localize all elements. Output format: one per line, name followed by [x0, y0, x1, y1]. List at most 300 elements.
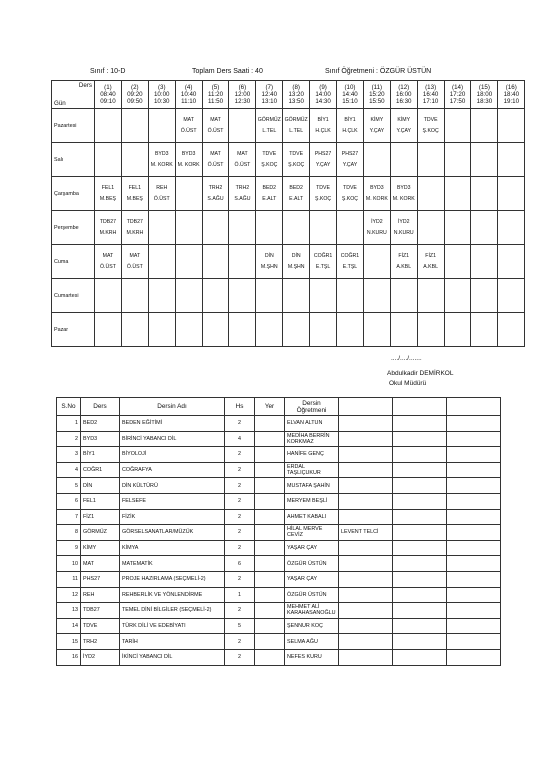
lesson-name: BEDEN EĞİTİMİ	[120, 416, 225, 432]
period-header	[121, 81, 148, 109]
lesson-number: 13	[57, 603, 81, 619]
lesson-hours: 6	[225, 556, 255, 572]
lesson-code: BYD3	[81, 431, 120, 447]
day-row	[52, 211, 525, 245]
lesson-code: İYD2	[397, 218, 410, 225]
lesson-teacher: ÖZGÜR ÜSTÜN	[285, 587, 339, 603]
empty-cell	[393, 416, 447, 432]
lesson-code: TDVE	[289, 150, 304, 157]
timetable-cell	[498, 211, 525, 245]
timetable-cell	[363, 279, 390, 313]
timetable-cell	[417, 313, 444, 347]
timetable-cell	[256, 245, 283, 279]
timetable-cell	[283, 279, 310, 313]
lesson-place	[255, 431, 285, 447]
timetable-cell	[202, 245, 229, 279]
lesson-hours: 2	[225, 478, 255, 494]
timetable-cell	[363, 177, 390, 211]
timetable-cell	[444, 245, 471, 279]
empty-cell	[393, 587, 447, 603]
lesson-code: BED2	[81, 416, 120, 432]
timetable-cell	[471, 279, 498, 313]
class-info	[90, 68, 125, 75]
timetable-cell	[202, 177, 229, 211]
lesson-teacher: AHMET KABALI	[285, 509, 339, 525]
lesson-code: GÖRMÜZ	[257, 116, 281, 123]
lesson-code: TRH2	[235, 184, 250, 191]
lesson-place	[255, 447, 285, 463]
timetable-cell	[337, 143, 364, 177]
timetable-cell	[337, 109, 364, 143]
lesson-teacher-2	[339, 571, 393, 587]
table-row	[57, 431, 501, 447]
timetable-cell	[95, 211, 122, 245]
timetable-cell	[256, 211, 283, 245]
period-header	[417, 81, 444, 109]
lesson-number: 4	[57, 462, 81, 478]
lesson-code: BYD3	[181, 150, 196, 157]
lesson-teacher: ÖZGÜR ÜSTÜN	[285, 556, 339, 572]
timetable-cell	[95, 177, 122, 211]
col-place: Yer	[255, 398, 285, 416]
lesson-hours: 1	[225, 587, 255, 603]
lesson-code: TDVE	[343, 184, 357, 191]
lesson-code: MAT	[210, 150, 221, 157]
table-row	[57, 556, 501, 572]
teacher-abbr: M.ŞHN	[287, 263, 305, 270]
timetable-cell	[444, 177, 471, 211]
timetable-cell	[390, 211, 417, 245]
period-start: 14:40	[342, 91, 358, 98]
timetable-cell	[148, 177, 175, 211]
lesson-name: GÖRSELSANATLAR/MÜZÜK	[120, 525, 225, 541]
lesson-name: REHBERLİK VE YÖNLENDİRME	[120, 587, 225, 603]
lesson-code: KİMY	[397, 116, 411, 123]
lesson-code: GÖRMÜZ	[284, 116, 308, 123]
timetable-cell	[175, 177, 202, 211]
empty-cell	[393, 478, 447, 494]
teacher-abbr: Y.ÇAY	[315, 161, 331, 168]
teacher-abbr: M.KRH	[126, 229, 144, 236]
total-value: 40	[255, 68, 263, 75]
lesson-teacher: MERYEM BEŞLİ	[285, 493, 339, 509]
period-number: (1)	[104, 84, 112, 91]
total-hours	[192, 68, 263, 75]
lesson-hours: 4	[225, 431, 255, 447]
timetable-cell	[363, 143, 390, 177]
lesson-code: TDVE	[262, 150, 277, 157]
empty-cell	[447, 634, 501, 650]
timetable-cell	[390, 313, 417, 347]
day-row	[52, 279, 525, 313]
period-start: 16:00	[396, 91, 412, 98]
lesson-name: FİZİK	[120, 509, 225, 525]
timetable-cell	[175, 245, 202, 279]
timetable-cell	[310, 177, 337, 211]
lesson-name: DİN KÜLTÜRÜ	[120, 478, 225, 494]
empty-cell	[447, 618, 501, 634]
lesson-hours: 2	[225, 509, 255, 525]
principal-name: Abdulkadir DEMİRKOL	[387, 370, 454, 377]
timetable-cell	[95, 313, 122, 347]
teacher-label: Sınıf Öğretmeni :	[325, 68, 378, 75]
lesson-name: BİRİNCİ YABANCI DİL	[120, 431, 225, 447]
lesson-teacher-2	[339, 478, 393, 494]
lesson-teacher: SELMA AĞU	[285, 634, 339, 650]
empty-cell	[447, 431, 501, 447]
timetable-cell	[175, 279, 202, 313]
period-end: 16:30	[396, 98, 412, 105]
timetable-cell	[337, 279, 364, 313]
lesson-code: TDB27	[99, 218, 117, 225]
lesson-place	[255, 462, 285, 478]
period-start: 15:20	[369, 91, 385, 98]
col-sno: S.No	[57, 398, 81, 416]
lesson-teacher: MUSTAFA ŞAHİN	[285, 478, 339, 494]
lesson-name: İKİNCİ YABANCI DİL	[120, 649, 225, 665]
timetable-cell	[148, 313, 175, 347]
period-end: 18:30	[476, 98, 493, 105]
lesson-code: FİZ1	[425, 252, 436, 259]
empty-cell	[393, 571, 447, 587]
period-number: (2)	[131, 84, 139, 91]
lesson-code: MAT	[102, 252, 114, 259]
lesson-code: BED2	[289, 184, 303, 191]
timetable	[51, 80, 525, 347]
timetable-cell	[390, 279, 417, 313]
timetable-cell	[444, 279, 471, 313]
period-header	[175, 81, 202, 109]
period-end: 13:10	[261, 98, 278, 105]
teacher-abbr: H.ÇLK	[342, 127, 358, 134]
timetable-cell	[471, 143, 498, 177]
timetable-cell	[363, 211, 390, 245]
col-teacher: Dersin Öğretmeni	[285, 398, 339, 416]
lesson-code: BYD3	[154, 150, 169, 157]
timetable-cell	[175, 143, 202, 177]
table-row	[57, 540, 501, 556]
teacher-abbr: Ö.ÜST	[180, 127, 197, 134]
lesson-hours: 2	[225, 634, 255, 650]
lesson-code: BİY1	[344, 116, 356, 123]
timetable-cell	[229, 177, 256, 211]
period-number: (6)	[238, 84, 247, 91]
lesson-code: MAT	[81, 556, 120, 572]
timetable-cell	[148, 279, 175, 313]
timetable-cell	[121, 279, 148, 313]
table-row	[57, 634, 501, 650]
empty-cell	[393, 447, 447, 463]
timetable-cell	[229, 143, 256, 177]
timetable-cell	[283, 109, 310, 143]
teacher-abbr: Y.ÇAY	[369, 127, 385, 134]
timetable-cell	[363, 245, 390, 279]
period-header	[95, 81, 122, 109]
teacher-abbr: H.ÇLK	[315, 127, 331, 134]
lesson-code: TRH2	[208, 184, 223, 191]
period-start: 17:20	[449, 91, 466, 98]
day-name: Pazartesi	[52, 109, 95, 143]
lesson-name: FELSEFE	[120, 493, 225, 509]
period-end: 13:50	[288, 98, 304, 105]
teacher-abbr: S.AĞU	[207, 195, 224, 202]
lesson-hours: 2	[225, 416, 255, 432]
timetable-cell	[444, 143, 471, 177]
lesson-teacher: YAŞAR ÇAY	[285, 540, 339, 556]
day-row	[52, 143, 525, 177]
teacher-abbr: M. KORK	[392, 195, 415, 202]
lesson-name: KİMYA	[120, 540, 225, 556]
empty-cell	[447, 478, 501, 494]
table-row	[57, 649, 501, 665]
lesson-teacher-2	[339, 416, 393, 432]
timetable-cell	[390, 177, 417, 211]
lesson-code: COĞR1	[340, 252, 360, 259]
period-header	[390, 81, 417, 109]
empty-cell	[447, 462, 501, 478]
day-name: Pazar	[52, 313, 95, 347]
empty-cell	[447, 447, 501, 463]
empty-cell	[447, 416, 501, 432]
lesson-teacher-2	[339, 540, 393, 556]
lesson-code: COĞR1	[313, 252, 333, 259]
teacher-abbr: M.BEŞ	[99, 195, 117, 202]
lesson-code: İYD2	[81, 649, 120, 665]
lesson-name: BİYOLOJİ	[120, 447, 225, 463]
timetable-cell	[444, 211, 471, 245]
lesson-hours: 2	[225, 447, 255, 463]
lesson-code: BED2	[262, 184, 277, 191]
lesson-code: REH	[81, 587, 120, 603]
corner-lesson-label: Ders	[78, 82, 92, 89]
lesson-number: 5	[57, 478, 81, 494]
day-name: Cuma	[52, 245, 95, 279]
lesson-teacher: HİLAL MERVE CEVİZ	[285, 525, 339, 541]
timetable-cell	[148, 245, 175, 279]
empty-cell	[393, 525, 447, 541]
timetable-cell	[283, 211, 310, 245]
teacher-abbr: Ö.ÜST	[207, 161, 224, 168]
col-extra-2	[393, 398, 447, 416]
timetable-cell	[444, 109, 471, 143]
empty-cell	[447, 493, 501, 509]
period-number: (12)	[398, 84, 410, 91]
signature-date: ..../..../.......	[391, 355, 422, 362]
period-number: (4)	[184, 84, 193, 91]
table-row	[57, 447, 501, 463]
period-header	[310, 81, 337, 109]
lesson-place	[255, 478, 285, 494]
principal-title: Okul Müdürü	[389, 380, 427, 387]
lesson-number: 6	[57, 493, 81, 509]
timetable-cell	[202, 143, 229, 177]
lesson-teacher-2	[339, 618, 393, 634]
period-number: (14)	[452, 84, 464, 91]
empty-cell	[447, 587, 501, 603]
timetable-cell	[95, 245, 122, 279]
lesson-code: TDVE	[81, 618, 120, 634]
timetable-cell	[498, 245, 525, 279]
period-end: 19:10	[503, 98, 520, 105]
lesson-number: 9	[57, 540, 81, 556]
teacher-abbr: M.ŞHN	[260, 263, 278, 270]
class-label: Sınıf :	[90, 68, 109, 75]
empty-cell	[447, 571, 501, 587]
timetable-cell	[229, 245, 256, 279]
lesson-number: 7	[57, 509, 81, 525]
timetable-cell	[310, 211, 337, 245]
timetable-cell	[256, 143, 283, 177]
timetable-cell	[337, 245, 364, 279]
col-code: Ders	[81, 398, 120, 416]
lesson-number: 1	[57, 416, 81, 432]
empty-cell	[393, 462, 447, 478]
lesson-hours: 5	[225, 618, 255, 634]
table-row	[57, 571, 501, 587]
teacher-abbr: M. KORK	[150, 161, 173, 168]
period-start: 18:00	[476, 91, 493, 98]
lesson-teacher-2	[339, 493, 393, 509]
lesson-teacher: ŞENNUR KOÇ	[285, 618, 339, 634]
lesson-teacher: NEFES KURU	[285, 649, 339, 665]
lesson-code: PHS27	[81, 571, 120, 587]
teacher-abbr: M.KRH	[99, 229, 117, 236]
total-label: Toplam Ders Saati :	[192, 68, 254, 75]
timetable-cell	[121, 313, 148, 347]
timetable-cell	[498, 313, 525, 347]
timetable-cell	[390, 245, 417, 279]
timetable-header-row	[52, 81, 525, 109]
timetable-cell	[283, 143, 310, 177]
teacher-abbr: Ş.KOÇ	[422, 127, 439, 134]
teacher-abbr: Ş.KOÇ	[341, 195, 359, 202]
teacher-abbr: Ş.KOÇ	[261, 161, 278, 168]
period-header	[256, 81, 283, 109]
lesson-number: 3	[57, 447, 81, 463]
period-number: (5)	[211, 84, 220, 91]
period-end: 09:50	[127, 98, 143, 105]
lesson-code: PHS27	[314, 150, 332, 157]
lesson-code: DİN	[81, 478, 120, 494]
teacher-abbr: A.KBL	[396, 263, 412, 270]
teacher-abbr: Ö.ÜST	[207, 127, 224, 134]
table-row	[57, 618, 501, 634]
period-start: 16:40	[422, 91, 439, 98]
timetable-cell	[256, 313, 283, 347]
timetable-cell	[202, 109, 229, 143]
period-start: 18:40	[503, 91, 520, 98]
period-start: 10:00	[153, 91, 170, 98]
lesson-place	[255, 587, 285, 603]
lesson-teacher-2	[339, 649, 393, 665]
timetable-cell	[283, 245, 310, 279]
timetable-cell	[202, 279, 229, 313]
lesson-name: TÜRK DİLİ VE EDEBİYATI	[120, 618, 225, 634]
timetable-cell	[202, 211, 229, 245]
period-number: (8)	[292, 84, 300, 91]
col-extra-3	[447, 398, 501, 416]
lesson-code: BYD3	[370, 184, 384, 191]
timetable-cell	[498, 177, 525, 211]
lesson-place	[255, 603, 285, 619]
timetable-cell	[363, 109, 390, 143]
lesson-code: BYD3	[396, 184, 411, 191]
period-number: (3)	[157, 84, 166, 91]
timetable-cell	[498, 143, 525, 177]
period-number: (16)	[505, 84, 517, 91]
timetable-cell	[310, 143, 337, 177]
period-end: 12:30	[234, 98, 251, 105]
period-start: 10:40	[180, 91, 197, 98]
period-end: 09:10	[100, 98, 116, 105]
period-number: (15)	[478, 84, 490, 91]
teacher-abbr: Ö.ÜST	[100, 263, 116, 270]
timetable-cell	[390, 143, 417, 177]
timetable-cell	[229, 279, 256, 313]
teacher-abbr: Ö.ÜST	[234, 161, 251, 168]
lesson-code: TRH2	[81, 634, 120, 650]
teacher-abbr: E.TŞL	[342, 263, 358, 270]
teacher-abbr: E.ALT	[289, 195, 304, 202]
teacher-abbr: M. KORK	[177, 161, 200, 168]
period-header	[229, 81, 256, 109]
period-start: 13:20	[288, 91, 304, 98]
empty-cell	[393, 603, 447, 619]
empty-cell	[393, 509, 447, 525]
day-row	[52, 177, 525, 211]
empty-cell	[393, 618, 447, 634]
lesson-code: BİY1	[81, 447, 120, 463]
teacher-abbr: Y.ÇAY	[342, 161, 358, 168]
timetable-cell	[256, 279, 283, 313]
table-row	[57, 478, 501, 494]
period-number: (10)	[344, 84, 356, 91]
table-row	[57, 416, 501, 432]
table-row	[57, 525, 501, 541]
lesson-code: TDVE	[423, 116, 438, 123]
timetable-cell	[417, 245, 444, 279]
lesson-list-header	[57, 398, 501, 416]
teacher-abbr: A.KBL	[423, 263, 438, 270]
timetable-cell	[471, 211, 498, 245]
table-row	[57, 603, 501, 619]
lesson-hours: 2	[225, 525, 255, 541]
period-header	[498, 81, 525, 109]
period-end: 10:30	[153, 98, 170, 105]
period-end: 11:10	[181, 98, 197, 105]
lesson-code: KİMY	[370, 116, 384, 123]
lesson-place	[255, 525, 285, 541]
timetable-cell	[498, 109, 525, 143]
timetable-cell	[95, 279, 122, 313]
period-end: 15:10	[342, 98, 358, 105]
period-start: 12:40	[261, 91, 278, 98]
empty-cell	[393, 556, 447, 572]
period-header	[202, 81, 229, 109]
timetable-cell	[283, 313, 310, 347]
period-end: 11:50	[207, 98, 224, 105]
lesson-number: 16	[57, 649, 81, 665]
teacher-abbr: N.KURU	[393, 229, 414, 236]
day-name: Çarşamba	[52, 177, 95, 211]
timetable-cell	[148, 143, 175, 177]
empty-cell	[447, 603, 501, 619]
lesson-code: FEL1	[128, 184, 142, 191]
lesson-teacher-2	[339, 634, 393, 650]
lesson-teacher-2	[339, 462, 393, 478]
timetable-cell	[310, 245, 337, 279]
day-name: Perşembe	[52, 211, 95, 245]
